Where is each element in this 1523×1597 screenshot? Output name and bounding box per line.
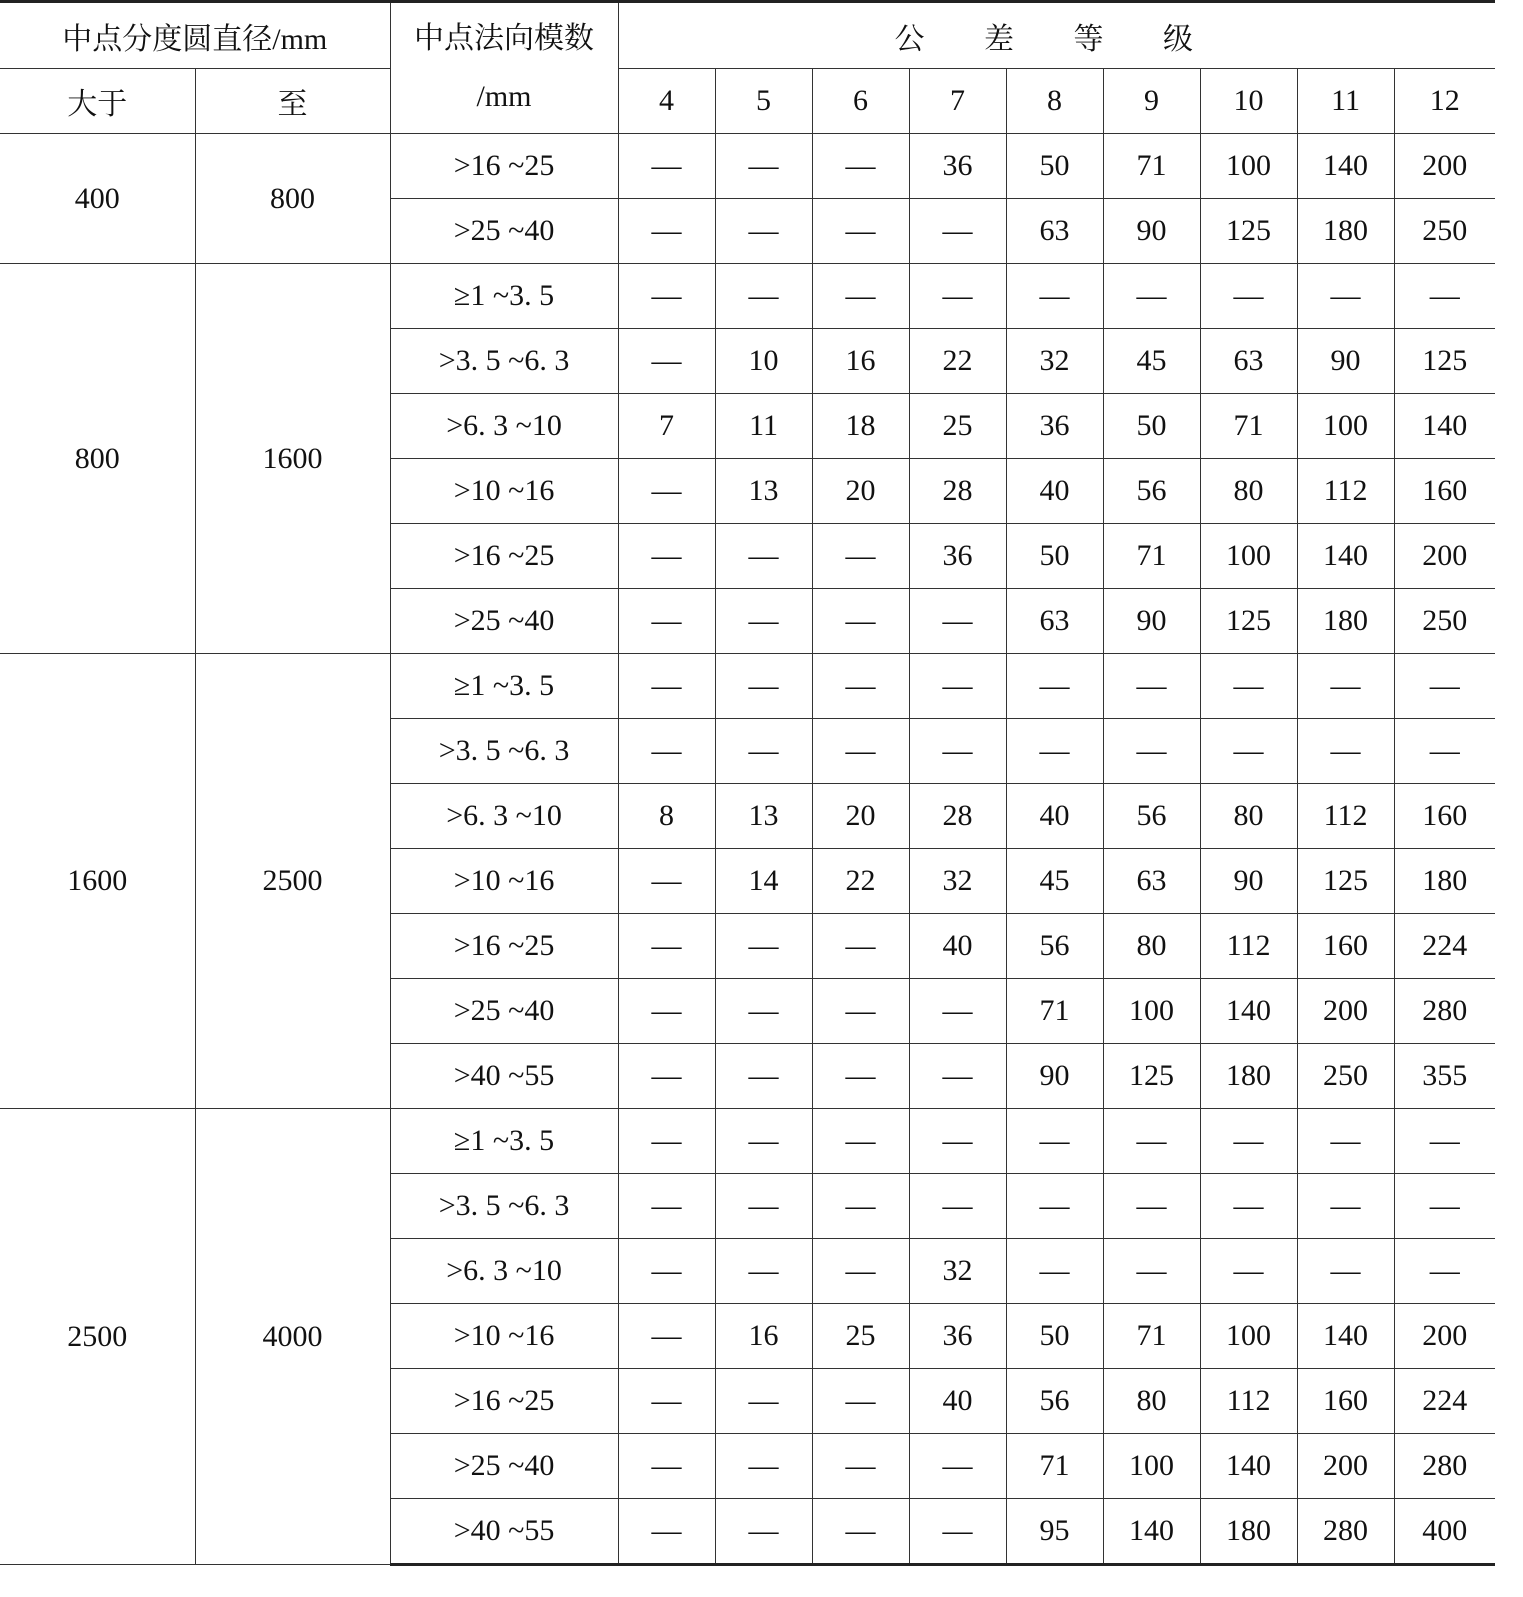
- grade-col-header: 12: [1394, 69, 1495, 134]
- tolerance-value-cell: 180: [1200, 1044, 1297, 1109]
- tolerance-value-cell: 112: [1200, 914, 1297, 979]
- tolerance-value-cell: 200: [1394, 134, 1495, 199]
- tolerance-value-cell: —: [812, 1174, 909, 1239]
- tolerance-value-cell: 63: [1200, 329, 1297, 394]
- module-cell: >10 ~16: [390, 849, 618, 914]
- table-row: [0, 1109, 1495, 1174]
- tolerance-value-cell: 200: [1297, 1434, 1394, 1499]
- header-row-2: [0, 69, 1495, 134]
- tolerance-value-cell: 250: [1297, 1044, 1394, 1109]
- tolerance-value-cell: 125: [1103, 1044, 1200, 1109]
- tolerance-value-cell: —: [715, 134, 812, 199]
- tolerance-value-cell: 125: [1200, 199, 1297, 264]
- over-header: 大于: [0, 69, 195, 134]
- tolerance-value-cell: 14: [715, 849, 812, 914]
- module-cell: >25 ~40: [390, 589, 618, 654]
- module-cell: >3. 5 ~6. 3: [390, 329, 618, 394]
- tolerance-value-cell: 140: [1297, 1304, 1394, 1369]
- tolerance-value-cell: —: [618, 134, 715, 199]
- tolerance-value-cell: —: [909, 979, 1006, 1044]
- tolerance-value-cell: 140: [1297, 134, 1394, 199]
- tolerance-value-cell: —: [715, 654, 812, 719]
- tolerance-value-cell: —: [1394, 1239, 1495, 1304]
- diameter-to-cell: 800: [195, 134, 390, 264]
- tolerance-value-cell: —: [715, 719, 812, 784]
- module-cell: ≥1 ~3. 5: [390, 264, 618, 329]
- tolerance-value-cell: —: [909, 199, 1006, 264]
- tolerance-value-cell: 280: [1297, 1499, 1394, 1565]
- module-cell: >10 ~16: [390, 1304, 618, 1369]
- module-cell: ≥1 ~3. 5: [390, 654, 618, 719]
- tolerance-value-cell: —: [909, 264, 1006, 329]
- tolerance-value-cell: —: [1200, 1174, 1297, 1239]
- module-header-line1: 中点法向模数: [414, 22, 595, 55]
- tolerance-value-cell: —: [1200, 719, 1297, 784]
- tolerance-value-cell: 200: [1394, 1304, 1495, 1369]
- tolerance-value-cell: —: [1394, 719, 1495, 784]
- diameter-over-cell: 1600: [0, 654, 195, 1109]
- tolerance-value-cell: —: [715, 1499, 812, 1565]
- table-body: [0, 134, 1495, 1565]
- tolerance-value-cell: —: [715, 1434, 812, 1499]
- grade-col-header: 8: [1006, 69, 1103, 134]
- tolerance-value-cell: 180: [1394, 849, 1495, 914]
- tolerance-value-cell: 13: [715, 459, 812, 524]
- tolerance-value-cell: 250: [1394, 199, 1495, 264]
- tolerance-value-cell: —: [618, 589, 715, 654]
- tolerance-value-cell: —: [715, 1174, 812, 1239]
- tolerance-value-cell: —: [1394, 1109, 1495, 1174]
- tolerance-value-cell: 100: [1200, 134, 1297, 199]
- module-cell: >16 ~25: [390, 134, 618, 199]
- tolerance-value-cell: 71: [1006, 979, 1103, 1044]
- module-cell: >6. 3 ~10: [390, 1239, 618, 1304]
- tolerance-value-cell: —: [1297, 264, 1394, 329]
- tolerance-value-cell: —: [618, 1434, 715, 1499]
- module-cell: ≥1 ~3. 5: [390, 1109, 618, 1174]
- tolerance-value-cell: —: [1006, 654, 1103, 719]
- tolerance-value-cell: 160: [1297, 1369, 1394, 1434]
- tolerance-value-cell: —: [812, 1499, 909, 1565]
- tolerance-value-cell: 140: [1200, 979, 1297, 1044]
- tolerance-value-cell: —: [1200, 264, 1297, 329]
- tolerance-value-cell: 71: [1200, 394, 1297, 459]
- tolerance-value-cell: 18: [812, 394, 909, 459]
- tolerance-value-cell: —: [1103, 654, 1200, 719]
- module-cell: >25 ~40: [390, 199, 618, 264]
- tolerance-value-cell: 200: [1394, 524, 1495, 589]
- tolerance-value-cell: —: [618, 459, 715, 524]
- tolerance-value-cell: 112: [1297, 784, 1394, 849]
- tolerance-value-cell: 16: [715, 1304, 812, 1369]
- tolerance-value-cell: —: [618, 329, 715, 394]
- tolerance-value-cell: 36: [909, 1304, 1006, 1369]
- tolerance-value-cell: —: [1103, 719, 1200, 784]
- tolerance-value-cell: 36: [909, 134, 1006, 199]
- tolerance-value-cell: 63: [1006, 199, 1103, 264]
- tolerance-value-cell: 180: [1297, 589, 1394, 654]
- tolerance-value-cell: —: [618, 849, 715, 914]
- tolerance-value-cell: —: [715, 979, 812, 1044]
- module-cell: >40 ~55: [390, 1499, 618, 1565]
- tolerance-value-cell: 90: [1297, 329, 1394, 394]
- tolerance-value-cell: —: [1006, 1109, 1103, 1174]
- tolerance-value-cell: 56: [1103, 784, 1200, 849]
- tolerance-value-cell: —: [812, 589, 909, 654]
- diameter-over-cell: 400: [0, 134, 195, 264]
- tolerance-value-cell: 40: [909, 914, 1006, 979]
- tolerance-value-cell: 32: [909, 849, 1006, 914]
- diameter-to-cell: 2500: [195, 654, 390, 1109]
- module-cell: >16 ~25: [390, 914, 618, 979]
- module-cell: >6. 3 ~10: [390, 784, 618, 849]
- tolerance-value-cell: 100: [1297, 394, 1394, 459]
- tolerance-value-cell: —: [1200, 654, 1297, 719]
- tolerance-value-cell: 71: [1103, 1304, 1200, 1369]
- tolerance-value-cell: 125: [1394, 329, 1495, 394]
- tolerance-value-cell: 50: [1006, 134, 1103, 199]
- tolerance-value-cell: 28: [909, 459, 1006, 524]
- tolerance-value-cell: —: [1297, 719, 1394, 784]
- tolerance-value-cell: —: [812, 1239, 909, 1304]
- grade-col-header: 9: [1103, 69, 1200, 134]
- tolerance-value-cell: —: [1006, 264, 1103, 329]
- tolerance-value-cell: 80: [1200, 784, 1297, 849]
- tolerance-value-cell: —: [1297, 654, 1394, 719]
- module-cell: >16 ~25: [390, 524, 618, 589]
- tolerance-value-cell: —: [812, 1044, 909, 1109]
- module-cell: >16 ~25: [390, 1369, 618, 1434]
- grade-header: [618, 2, 1495, 69]
- tolerance-value-cell: —: [1200, 1239, 1297, 1304]
- tolerance-value-cell: 20: [812, 784, 909, 849]
- tolerance-value-cell: 22: [812, 849, 909, 914]
- tolerance-value-cell: —: [1006, 1174, 1103, 1239]
- tolerance-value-cell: —: [812, 719, 909, 784]
- tolerance-value-cell: 90: [1103, 199, 1200, 264]
- tolerance-value-cell: 7: [618, 394, 715, 459]
- tolerance-value-cell: —: [618, 1109, 715, 1174]
- tolerance-value-cell: 63: [1006, 589, 1103, 654]
- diameter-to-cell: 1600: [195, 264, 390, 654]
- table-row: [0, 654, 1495, 719]
- tolerance-value-cell: —: [715, 1044, 812, 1109]
- tolerance-value-cell: —: [909, 1174, 1006, 1239]
- tolerance-value-cell: 200: [1297, 979, 1394, 1044]
- tolerance-value-cell: —: [1297, 1174, 1394, 1239]
- tolerance-value-cell: —: [715, 524, 812, 589]
- tolerance-value-cell: 112: [1200, 1369, 1297, 1434]
- tolerance-value-cell: 40: [909, 1369, 1006, 1434]
- tolerance-value-cell: 16: [812, 329, 909, 394]
- tolerance-value-cell: —: [1297, 1109, 1394, 1174]
- tolerance-value-cell: 56: [1006, 1369, 1103, 1434]
- tolerance-value-cell: —: [618, 1239, 715, 1304]
- grade-col-header: 11: [1297, 69, 1394, 134]
- tolerance-value-cell: —: [618, 979, 715, 1044]
- tolerance-value-cell: 125: [1297, 849, 1394, 914]
- tolerance-value-cell: 56: [1006, 914, 1103, 979]
- tolerance-value-cell: 90: [1006, 1044, 1103, 1109]
- tolerance-value-cell: —: [715, 199, 812, 264]
- tolerance-value-cell: 80: [1103, 914, 1200, 979]
- tolerance-value-cell: —: [618, 1304, 715, 1369]
- module-cell: >3. 5 ~6. 3: [390, 1174, 618, 1239]
- tolerance-value-cell: 50: [1006, 1304, 1103, 1369]
- tolerance-value-cell: 224: [1394, 1369, 1495, 1434]
- header-row-1: [0, 2, 1495, 69]
- tolerance-value-cell: —: [909, 1044, 1006, 1109]
- tolerance-value-cell: —: [618, 1044, 715, 1109]
- tolerance-value-cell: 95: [1006, 1499, 1103, 1565]
- grade-col-header: 7: [909, 69, 1006, 134]
- module-cell: >10 ~16: [390, 459, 618, 524]
- tolerance-value-cell: 32: [1006, 329, 1103, 394]
- tolerance-value-cell: 20: [812, 459, 909, 524]
- tolerance-value-cell: —: [909, 1434, 1006, 1499]
- tolerance-value-cell: 22: [909, 329, 1006, 394]
- tolerance-value-cell: 280: [1394, 979, 1495, 1044]
- tolerance-value-cell: 160: [1394, 459, 1495, 524]
- tolerance-value-cell: —: [1103, 264, 1200, 329]
- tolerance-value-cell: 140: [1103, 1499, 1200, 1565]
- tolerance-value-cell: 100: [1103, 979, 1200, 1044]
- tolerance-value-cell: —: [909, 1109, 1006, 1174]
- tolerance-value-cell: —: [618, 524, 715, 589]
- tolerance-value-cell: 56: [1103, 459, 1200, 524]
- tolerance-value-cell: —: [1006, 719, 1103, 784]
- tolerance-value-cell: —: [812, 1369, 909, 1434]
- tolerance-value-cell: 25: [812, 1304, 909, 1369]
- table-row: [0, 264, 1495, 329]
- tolerance-value-cell: 71: [1006, 1434, 1103, 1499]
- tolerance-value-cell: 50: [1006, 524, 1103, 589]
- tolerance-value-cell: 180: [1297, 199, 1394, 264]
- tolerance-value-cell: 90: [1103, 589, 1200, 654]
- grade-col-header: 6: [812, 69, 909, 134]
- module-cell: >25 ~40: [390, 979, 618, 1044]
- tolerance-value-cell: 71: [1103, 524, 1200, 589]
- grade-col-header: 5: [715, 69, 812, 134]
- tolerance-value-cell: —: [715, 1369, 812, 1434]
- diameter-over-cell: 2500: [0, 1109, 195, 1565]
- tolerance-value-cell: —: [812, 264, 909, 329]
- tolerance-value-cell: 45: [1103, 329, 1200, 394]
- tolerance-value-cell: 45: [1006, 849, 1103, 914]
- diameter-to-cell: 4000: [195, 1109, 390, 1565]
- tolerance-value-cell: —: [618, 719, 715, 784]
- tolerance-value-cell: —: [812, 654, 909, 719]
- tolerance-value-cell: 100: [1103, 1434, 1200, 1499]
- tolerance-value-cell: 400: [1394, 1499, 1495, 1565]
- tolerance-value-cell: —: [618, 1174, 715, 1239]
- tolerance-value-cell: 250: [1394, 589, 1495, 654]
- tolerance-value-cell: 140: [1394, 394, 1495, 459]
- tolerance-value-cell: 280: [1394, 1434, 1495, 1499]
- module-cell: >25 ~40: [390, 1434, 618, 1499]
- diameter-over-cell: 800: [0, 264, 195, 654]
- tolerance-value-cell: —: [618, 914, 715, 979]
- grade-col-header: 10: [1200, 69, 1297, 134]
- tolerance-value-cell: 40: [1006, 784, 1103, 849]
- tolerance-value-cell: 40: [1006, 459, 1103, 524]
- tolerance-value-cell: —: [909, 719, 1006, 784]
- tolerance-value-cell: —: [1103, 1174, 1200, 1239]
- tolerance-value-cell: 71: [1103, 134, 1200, 199]
- tolerance-value-cell: —: [715, 1239, 812, 1304]
- tolerance-value-cell: 28: [909, 784, 1006, 849]
- tolerance-value-cell: 125: [1200, 589, 1297, 654]
- tolerance-value-cell: 36: [1006, 394, 1103, 459]
- tolerance-value-cell: —: [812, 524, 909, 589]
- tolerance-value-cell: —: [1006, 1239, 1103, 1304]
- tolerance-value-cell: —: [715, 264, 812, 329]
- tolerance-value-cell: —: [812, 979, 909, 1044]
- tolerance-value-cell: 100: [1200, 1304, 1297, 1369]
- module-cell: >6. 3 ~10: [390, 394, 618, 459]
- tolerance-value-cell: —: [1103, 1109, 1200, 1174]
- tolerance-value-cell: —: [715, 914, 812, 979]
- tolerance-value-cell: —: [1394, 654, 1495, 719]
- tolerance-value-cell: 10: [715, 329, 812, 394]
- tolerance-value-cell: 8: [618, 784, 715, 849]
- tolerance-value-cell: —: [812, 134, 909, 199]
- module-cell: >3. 5 ~6. 3: [390, 719, 618, 784]
- tolerance-value-cell: —: [812, 199, 909, 264]
- to-header: 至: [195, 69, 390, 134]
- module-header: [390, 2, 618, 134]
- tolerance-value-cell: 50: [1103, 394, 1200, 459]
- tolerance-value-cell: 11: [715, 394, 812, 459]
- tolerance-value-cell: 13: [715, 784, 812, 849]
- grade-header-label: 公 差 等 级: [894, 22, 1220, 56]
- tolerance-value-cell: 80: [1200, 459, 1297, 524]
- tolerance-value-cell: 80: [1103, 1369, 1200, 1434]
- module-header-line2: /mm: [476, 80, 532, 113]
- tolerance-value-cell: 63: [1103, 849, 1200, 914]
- tolerance-value-cell: 160: [1297, 914, 1394, 979]
- grade-col-header: 4: [618, 69, 715, 134]
- table-row: [0, 134, 1495, 199]
- tolerance-value-cell: —: [618, 1499, 715, 1565]
- tolerance-value-cell: —: [618, 1369, 715, 1434]
- tolerance-value-cell: —: [909, 654, 1006, 719]
- tolerance-value-cell: —: [812, 1434, 909, 1499]
- tolerance-value-cell: —: [812, 1109, 909, 1174]
- tolerance-value-cell: 32: [909, 1239, 1006, 1304]
- tolerance-value-cell: 140: [1200, 1434, 1297, 1499]
- tolerance-value-cell: —: [1394, 1174, 1495, 1239]
- tolerance-value-cell: 180: [1200, 1499, 1297, 1565]
- tolerance-value-cell: 140: [1297, 524, 1394, 589]
- tolerance-value-cell: —: [812, 914, 909, 979]
- tolerance-value-cell: 112: [1297, 459, 1394, 524]
- tolerance-value-cell: 224: [1394, 914, 1495, 979]
- tolerance-value-cell: —: [618, 264, 715, 329]
- tolerance-value-cell: —: [1297, 1239, 1394, 1304]
- tolerance-value-cell: —: [1103, 1239, 1200, 1304]
- tolerance-value-cell: —: [715, 1109, 812, 1174]
- tolerance-value-cell: —: [1200, 1109, 1297, 1174]
- tolerance-value-cell: 36: [909, 524, 1006, 589]
- tolerance-value-cell: 25: [909, 394, 1006, 459]
- module-cell: >40 ~55: [390, 1044, 618, 1109]
- tolerance-value-cell: —: [1394, 264, 1495, 329]
- tolerance-value-cell: —: [618, 199, 715, 264]
- tolerance-value-cell: —: [715, 589, 812, 654]
- tolerance-value-cell: —: [909, 1499, 1006, 1565]
- tolerance-value-cell: 160: [1394, 784, 1495, 849]
- tolerance-value-cell: —: [909, 589, 1006, 654]
- tolerance-value-cell: 355: [1394, 1044, 1495, 1109]
- tolerance-value-cell: 90: [1200, 849, 1297, 914]
- tolerance-value-cell: 100: [1200, 524, 1297, 589]
- tolerance-value-cell: —: [618, 654, 715, 719]
- diameter-header: 中点分度圆直径/mm: [0, 2, 390, 69]
